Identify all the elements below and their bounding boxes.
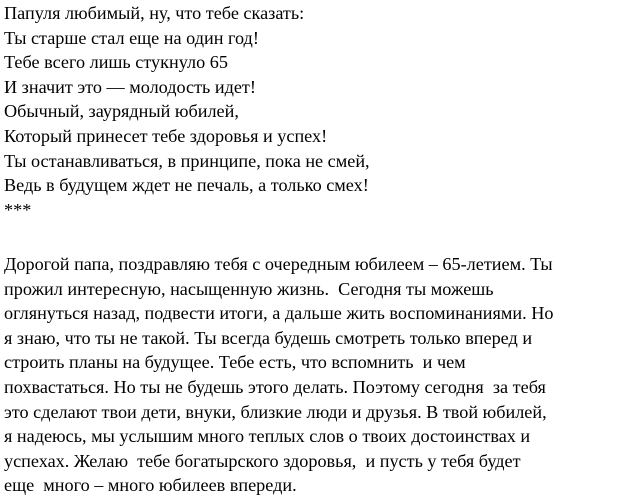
poem-line: Ведь в будущем ждет не печаль, а только смех! bbox=[4, 175, 369, 196]
prose-line: я знаю, что ты не такой. Ты всегда будешь смотреть только вперед и bbox=[4, 327, 533, 348]
poem-line: Ты старше стал еще на один год! bbox=[4, 27, 259, 48]
poem-line: Тебе всего лишь стукнуло 65 bbox=[4, 52, 228, 73]
poem-line: И значит это — молодость идет! bbox=[4, 76, 256, 97]
paragraph-gap bbox=[4, 222, 616, 247]
prose-line: успехах. Желаю тебе богатырского здоровья, и пусть у тебя будет bbox=[4, 450, 521, 471]
prose-line: я надеюсь, мы услышим много теплых слов о твоих достоинствах и bbox=[4, 426, 531, 447]
poem-line: Который принесет тебе здоровья и успех! bbox=[4, 125, 328, 146]
prose-line: это сделают твои дети, внуки, близкие люди и друзья. В твой юбилей, bbox=[4, 401, 547, 422]
prose-line: строить планы на будущее. Тебе есть, что вспомнить и чем bbox=[4, 352, 466, 373]
prose-line: оглянуться назад, подвести итоги, а дальше жить воспоминаниями. Но bbox=[4, 303, 554, 324]
document bbox=[4, 0, 616, 498]
section-separator: *** bbox=[4, 199, 32, 220]
prose-line: Дорогой папа, поздравляю тебя с очередным юбилеем – 65-летием. Ты bbox=[4, 253, 553, 274]
poem bbox=[4, 0, 616, 222]
prose-line: еще много – много юбилеев впереди. bbox=[4, 475, 297, 496]
poem-line: Папуля любимый, ну, что тебе сказать: bbox=[4, 3, 305, 23]
prose-line: прожил интересную, насыщенную жизнь. Сегодня ты можешь bbox=[4, 278, 494, 299]
poem-line: Ты останавливаться, в принципе, пока не смей, bbox=[4, 150, 370, 171]
poem-line: Обычный, заурядный юбилей, bbox=[4, 101, 239, 122]
prose-line: похвастаться. Но ты не будешь этого делать. Поэтому сегодня за тебя bbox=[4, 376, 546, 397]
prose-paragraph bbox=[4, 247, 616, 498]
